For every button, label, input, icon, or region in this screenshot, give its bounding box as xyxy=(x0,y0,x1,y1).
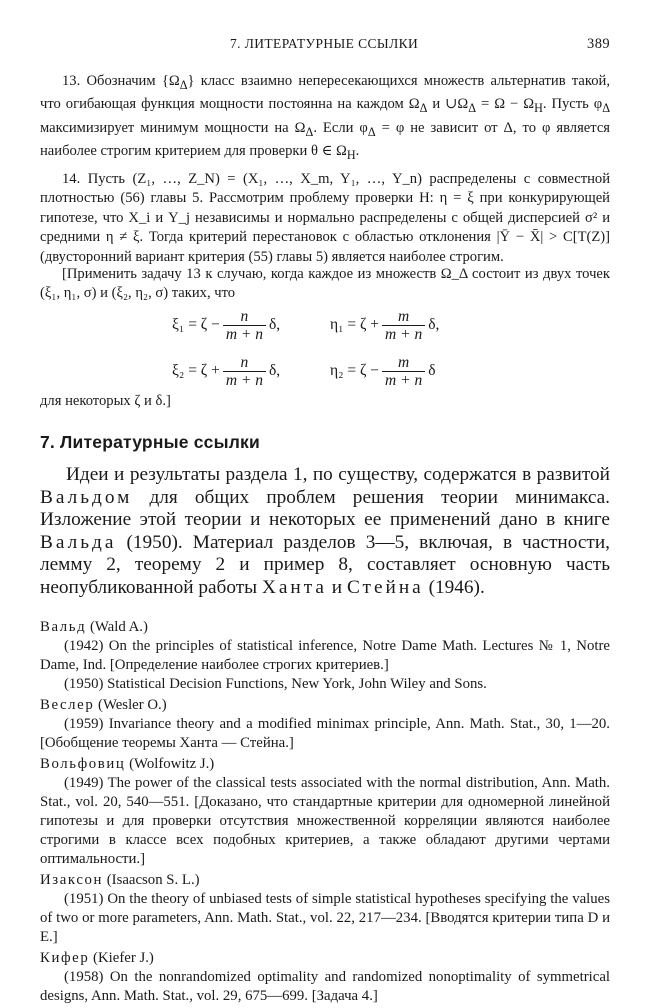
formula-xi2: ξ₂ = ζ + $\frac{n}{m + n}$ δ, xyxy=(172,354,281,389)
author-name-wald: Вальдом xyxy=(40,486,133,508)
reference-entry: (1942) On the principles of statistical inference, Notre Dame Math. Lectures № 1, Notre Dame, Ind. [Определение наиболее строгих критериев.] xyxy=(40,638,610,673)
section-paragraph: Идеи и результаты раздела 1, по существу, содержатся в развитой Вальдом для общих проблем решения теории минимакса. Изложение этой теории и некоторых ее применений дано в книге Вальда (1950). Материал разделов 3—5, включая, в частности, лемму 2, теорему 2 и пример 8, составляет основную часть неопубликованной работы Ханта и Стейна (1946). xyxy=(40,464,610,598)
formula-xi1: ξ₁ = ζ − $\frac{n}{m + n}$ δ, xyxy=(172,308,281,343)
hint-end xyxy=(40,392,610,411)
reference-group-wesler xyxy=(40,696,610,753)
reference-entry: (1951) On the theory of unbiased tests of simple statistical hypotheses specifying the values of two or more parameters, Ann. Math. Stat., vol. 22, 217—234. [Вводятся критерии типа D и E.] xyxy=(40,891,610,945)
reference-group-isaacson xyxy=(40,871,610,947)
reference-author: Веслер (Wesler O.) xyxy=(40,697,167,713)
problem-14-text: 14. Пусть (Z₁, …, Z_N) = (X₁, …, X_m, Y₁, …, Y_n) распределены с совместной плотностью (56) главы 5. Рассмотрим проблему проверки H: η = ξ при конкурирующей гипотезе, что X_i и Y_j независимы и нормально распределены с общей дисперсией σ² и средними η ≠ ξ. Тогда критерий перестановок с областью отклонения |Ȳ − X̄| > C[T(Z)] (двусторонний вариант критерия (55) главы 5) является наиболее строгим. xyxy=(40,171,610,265)
reference-group-wald xyxy=(40,618,610,694)
formula-block xyxy=(172,308,492,400)
problem-13-text: 13. Обозначим $\{\Omega_\Delta\}$ класс взаимно непересекающихся множеств альтернатив такой, что огибающая функция мощности постоянна на каждом $\Omega_\Delta$ и $\cup\Omega_\Delta = \Omega - \Omega_H$. Пусть $\varphi_\Delta$ максимизирует минимум мощности на $\Omega_\Delta$. Если $\varphi_\Delta = \varphi$ не зависит от Δ, то φ является наиболее строгим критерием для проверки θ ∈ $\Omega_H$. xyxy=(40,73,611,162)
reference-group-wolfowitz xyxy=(40,755,610,869)
problem-13 xyxy=(40,72,610,165)
reference-group-kiefer xyxy=(40,949,610,1006)
formula-eta2: η₂ = ζ − $\frac{m}{m + n}$ δ xyxy=(330,354,436,389)
reference-author: Вольфовиц (Wolfowitz J.) xyxy=(40,756,215,772)
reference-entry: (1958) On the nonrandomized optimality and randomized nonoptimality of symmetrical designs, Ann. Math. Stat., vol. 29, 675—699. [Задача 4.] xyxy=(40,969,610,1004)
reference-author: Изаксон (Isaacson S. L.) xyxy=(40,872,200,888)
author-name-wald-2: Вальда xyxy=(40,531,117,553)
formula-eta1: η₁ = ζ + $\frac{m}{m + n}$ δ, xyxy=(330,308,440,343)
reference-author: Кифер (Kiefer J.) xyxy=(40,950,154,966)
problem-14 xyxy=(40,170,610,267)
author-name-hunt: Ханта xyxy=(261,576,327,598)
problem-14-hint xyxy=(40,265,610,304)
section-heading: 7. Литературные ссылки xyxy=(40,432,260,452)
references-list xyxy=(40,618,610,1008)
reference-entry: (1950) Statistical Decision Functions, New York, John Wiley and Sons. xyxy=(64,676,487,692)
hint-end-text: для некоторых ζ и δ.] xyxy=(40,393,171,409)
running-head-title: 7. ЛИТЕРАТУРНЫЕ ССЫЛКИ xyxy=(230,36,419,51)
running-head xyxy=(40,36,610,54)
reference-entry: (1959) Invariance theory and a modified minimax principle, Ann. Math. Stat., 30, 1—20. [Обобщение теоремы Ханта — Стейна.] xyxy=(40,716,610,751)
reference-entry: (1949) The power of the classical tests associated with the normal distribution, Ann. Math. Stat., vol. 20, 540—551. [Доказано, что стандартные критерии для одномерной линейной гипотезы и для проверки отсутствия множественной корреляции являются наиболее строгими в классе всех подобных критериев, а также обладают другими чертами оптимальности.] xyxy=(40,775,610,867)
reference-author: Вальд (Wald A.) xyxy=(40,619,148,635)
hint-text: [Применить задачу 13 к случаю, когда каждое из множеств Ω_Δ состоит из двух точек (ξ₁, η₁, σ) и (ξ₂, η₂, σ) таких, что xyxy=(40,266,610,302)
author-name-stein: Стейна xyxy=(346,576,424,598)
page-number: 389 xyxy=(587,36,610,52)
